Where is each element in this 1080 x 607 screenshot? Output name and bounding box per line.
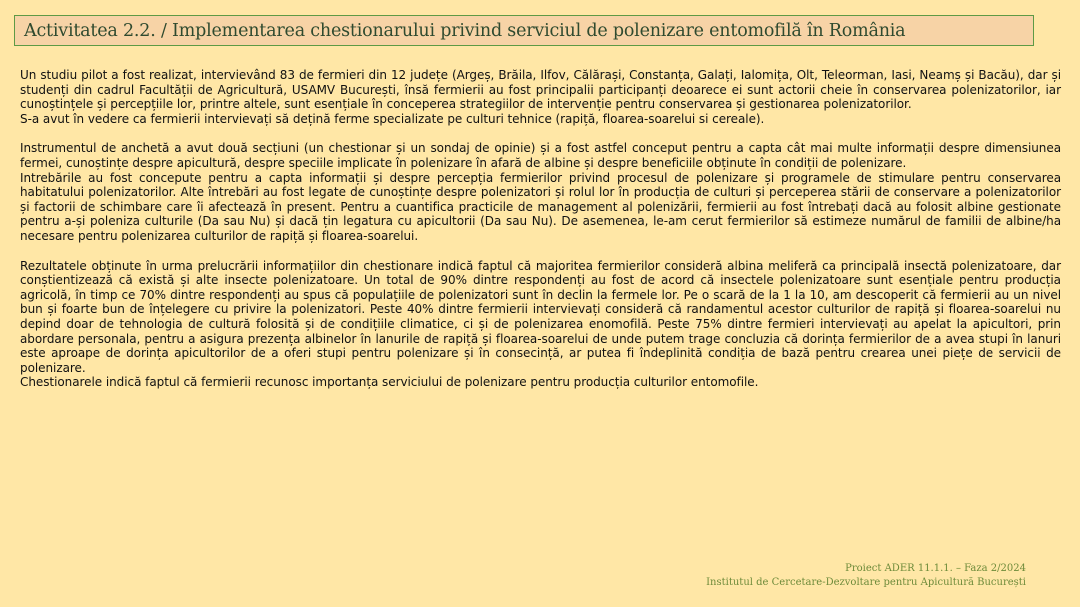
paragraph-conclusion: Chestionarele indică faptul că fermierii recunosc importanța serviciului de polenizare pentru producția culturilor entomofile. — [20, 375, 759, 390]
paragraph-farm-criteria: S-a avut în vedere ca fermierii intervievați să dețină ferme specializate pe culturi tehnice (rapiță, floarea-soarelui si cereale). — [20, 111, 765, 126]
title-box — [14, 15, 1034, 46]
paragraph-results: Rezultatele obținute în urma prelucrării informațiilor din chestionare indică faptul că majoritea fermierilor consideră albina meliferă ca principală insectă polenizatoare, dar conștientizează că există și alte insecte polenizatoare. Un total de 90% dintre respondenți au fost de acord că insectele polenizatoare sunt esențiale pentru producția agricolă, în timp ce 70% dintre respondenți au spus că populațiile de polenizatori sunt în declin la fermele lor. Pe o scară de la 1 la 10, am descoperit că fermierii au un nivel bun și foarte bun de înțelegere cu privire la polenizatori. Peste 40% dintre fermierii intervievați consideră că randamentul acestor culturilor de rapiță și floarea-soarelui nu depind doar de tehnologia de cultură folosită și de condițiile climatice, ci și de polenizarea enomofilă. Peste 75% dintre fermieri intervievați au apelat la apicultori, prin abordare personala, pentru a asigura prezența albinelor în lanurile de rapiță și floarea-soarelui de unde putem trage concluzia că dorința fermierilor de a avea stupi în lanuri este aproape de dorința apicultorilor de a oferi stupi pentru polenizare și în consecință, ar putea fi îndeplinită condiția de bază pentru crearea unei piețe de servicii de polenizare. — [20, 258, 1061, 375]
paragraph-gap — [20, 244, 1061, 259]
footer — [706, 562, 1026, 590]
paragraph-gap — [20, 126, 1061, 141]
paragraph-survey-instrument: Instrumentul de anchetă a avut două secțiuni (un chestionar și un sondaj de opinie) și a fost astfel conceput pentru a capta cât mai multe informații despre dimensiunea fermei, cunoștințe despre apicultură, despre speciile implicate în polenizare în afară de albine și despre beneficiile obținute în condiții de polenizare. — [20, 141, 1061, 170]
footer-project-line: Proiect ADER 11.1.1. – Faza 2/2024 — [845, 563, 1026, 574]
footer-institute-line: Institutul de Cercetare-Dezvoltare pentru Apicultură București — [706, 577, 1026, 588]
slide-title: Activitatea 2.2. / Implementarea chestionarului privind serviciul de polenizare entomofilă în România — [24, 20, 906, 41]
paragraph-study-intro: Un studiu pilot a fost realizat, intervievând 83 de fermieri din 12 județe (Argeș, Brăila, Ilfov, Călărași, Constanța, Galați, Ialomița, Olt, Teleorman, Iasi, Neamș și Bacău), dar și studenți din cadrul Facultății de Agricultură, USAMV București, însă fermierii au fost principalii participanți deoarece ei sunt actorii cheie în conservarea polenizatorilor, iar cunoștințele și percepțiile lor, printre altele, sunt esențiale în conceperea strategiilor de intervenție pentru conservarea și gestionarea polenizatorilor. — [20, 68, 1061, 112]
paragraph-questions: Intrebările au fost concepute pentru a capta informații și despre percepția fermierilor privind procesul de polenizare și programele de stimulare pentru conservarea habitatului polenizatorilor. Alte întrebări au fost legate de cunoștințe despre polenizatori și rolul lor în producția de culturi și perceperea stării de conservare a polenizatorilor și factorii de schimbare care îi afectează în present. Pentru a cuantifica practicile de management al polenizării, fermierii au fost întrebați dacă au folosit albine gestionate pentru a-și poleniza culturile (Da sau Nu) și dacă țin legatura cu apicultorii (Da sau Nu). De asemenea, le-am cerut fermierilor să estimeze numărul de familii de albine/ha necesare pentru polenizarea culturilor de rapiță și floarea-soarelui. — [20, 170, 1061, 243]
body-text — [20, 68, 1061, 390]
